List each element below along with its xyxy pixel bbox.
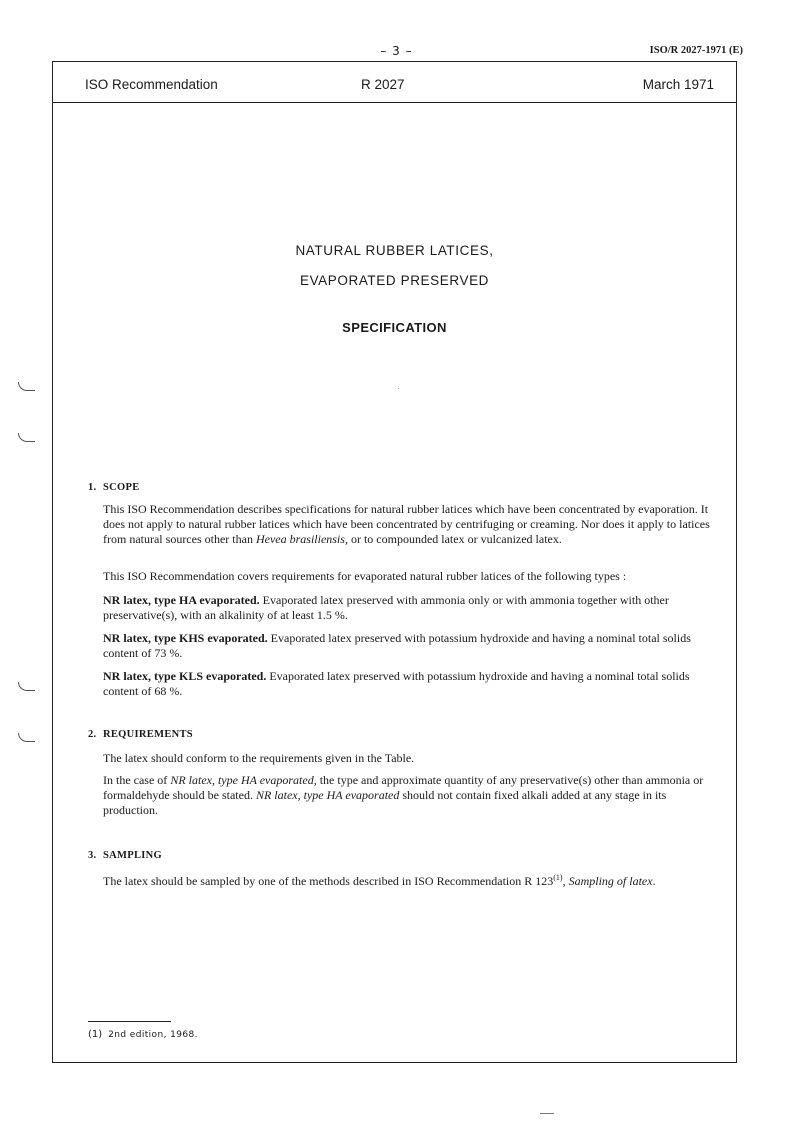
text-run: The latex should be sampled by one of the methods described in ISO Recommendation R 123 [103, 874, 554, 888]
header-left-label: ISO Recommendation [85, 77, 218, 92]
requirements-paragraph-1: The latex should conform to the requirements given in the Table. [103, 751, 415, 765]
text-run: the type and approximate quantity of any preservative(s) other than ammonia or formaldehyde should be stated. [103, 773, 704, 803]
text-run: In the case of [103, 773, 171, 787]
scan-mark [540, 1113, 554, 1114]
margin-mark [18, 382, 35, 391]
type-label: NR latex, type KLS evaporated. [103, 669, 267, 683]
text-run: This ISO Recommendation describes specifications for natural rubber latices which have been concentrated by evaporation. It does not apply to natural rubber latices which have been concentrated by centrifuging or creaming. Nor does it apply to latices from natural sources other than [103, 502, 710, 547]
section-title: SAMPLING [103, 850, 162, 861]
section-number: 1. [88, 482, 97, 493]
page-number: – 3 – [380, 44, 413, 58]
page-frame [52, 61, 737, 1063]
requirements-paragraph-2 [103, 773, 713, 819]
footnote [88, 1029, 198, 1040]
header-band [53, 62, 736, 103]
text-run-italic: Sampling of latex [568, 874, 653, 888]
speck [398, 388, 399, 389]
header-recommendation-number: R 2027 [361, 77, 405, 92]
title-line-1: NATURAL RUBBER LATICES, [295, 243, 494, 258]
scope-paragraph-1 [103, 502, 713, 548]
document-reference: ISO/R 2027-1971 (E) [649, 45, 743, 56]
text-run: or to compounded latex or vulcanized latex. [347, 532, 562, 547]
text-run: . [652, 874, 656, 888]
section-title: SCOPE [103, 482, 140, 493]
section-heading-requirements [88, 729, 193, 740]
text-run: Evaporated latex preserved with ammonia only or with ammonia together with other preservative(s), with an alkalinity of at least 1.5 %. [103, 593, 669, 623]
footnote-divider [88, 1021, 171, 1022]
type-label: NR latex, type KHS evaporated. [103, 631, 268, 645]
title-specification: SPECIFICATION [342, 320, 447, 335]
footnote-reference: (1) [553, 873, 563, 882]
section-heading-scope [88, 482, 140, 493]
text-run-italic: NR latex, type HA evaporated, [170, 773, 317, 787]
title-line-2: EVAPORATED PRESERVED [299, 273, 490, 288]
text-run: should not contain fixed alkali added at any stage in its production. [103, 788, 667, 818]
text-run: Evaporated latex preserved with potassium hydroxide and having a nominal total solids content of 73 %. [103, 631, 691, 661]
type-label: NR latex, type HA evaporated. [103, 593, 260, 607]
section-number: 2. [88, 729, 97, 740]
type-khs-definition [103, 631, 713, 661]
sampling-paragraph-1 [103, 870, 713, 889]
margin-mark [18, 733, 35, 742]
text-run-italic: Hevea brasiliensis, [255, 532, 348, 547]
text-run: Evaporated latex preserved with potassium hydroxide and having a nominal total solids content of 68 %. [103, 669, 690, 699]
section-heading-sampling [88, 850, 162, 861]
footnote-marker: (1) [88, 1029, 103, 1040]
footnote-text: 2nd edition, 1968. [108, 1030, 198, 1040]
section-number: 3. [88, 850, 97, 861]
section-title: REQUIREMENTS [103, 729, 193, 740]
margin-mark [18, 682, 35, 691]
text-run: , [562, 874, 569, 888]
header-date: March 1971 [642, 77, 714, 92]
type-kls-definition [103, 669, 713, 699]
margin-mark [18, 433, 35, 442]
scope-paragraph-2: This ISO Recommendation covers requirements for evaporated natural rubber latices of the following types : [103, 569, 627, 583]
text-run-italic: NR latex, type HA evaporated [255, 788, 400, 803]
type-ha-definition [103, 593, 713, 623]
